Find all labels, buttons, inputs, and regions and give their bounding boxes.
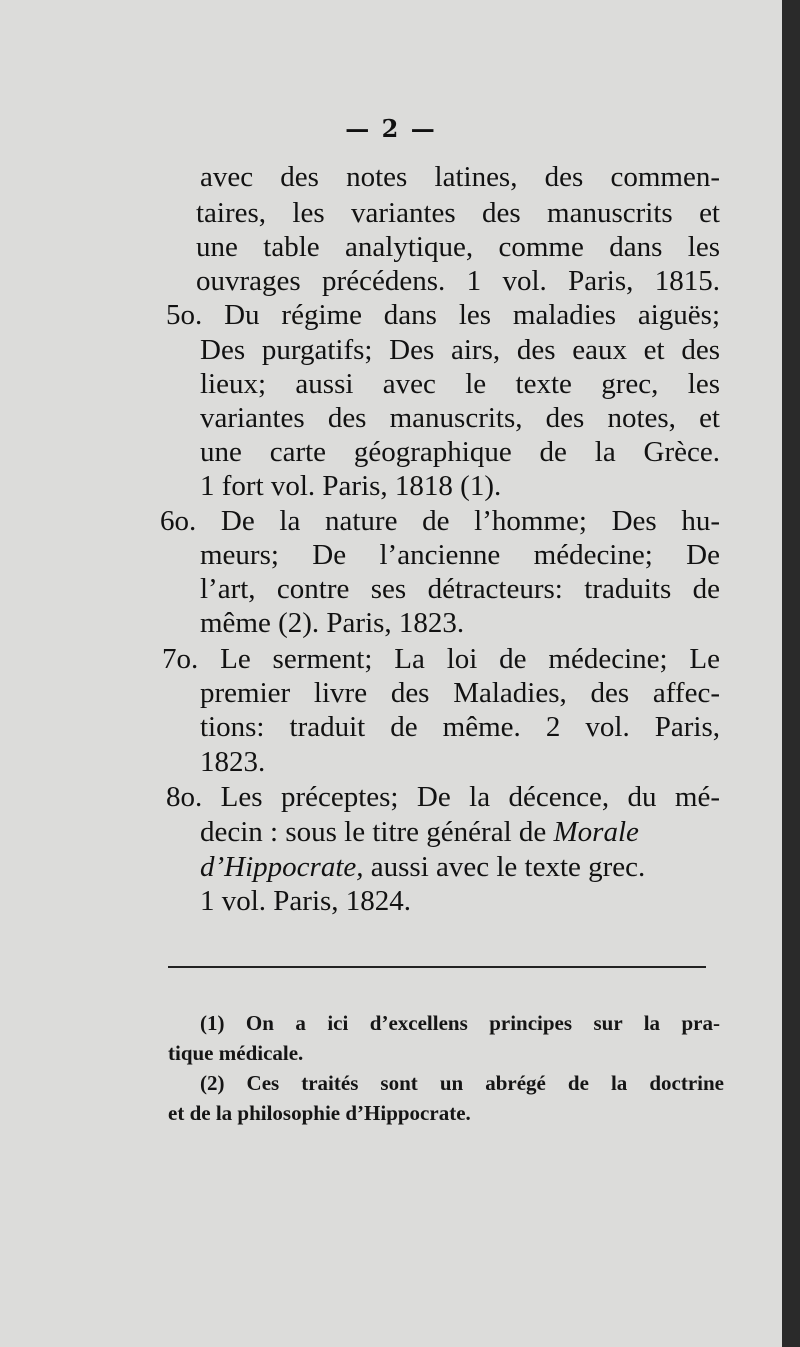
text-line: 1 fort vol. Paris, 1818 (1). (200, 470, 502, 502)
text-run: decin : sous le titre général de (200, 816, 547, 848)
footnote-2: (2) Ces traités sont un abrégé de la doctrine (200, 1071, 724, 1095)
page-number: — 2 — (345, 114, 437, 143)
text-line: une carte géographique de la Grèce. (200, 436, 720, 468)
footnote-divider (168, 966, 706, 968)
list-item-8: 8o. Les préceptes; De la décence, du mé- (166, 781, 720, 813)
text-line: meurs; De l’ancienne médecine; De (200, 539, 720, 571)
text-line: premier livre des Maladies, des affec- (200, 677, 720, 709)
list-item-5: 5o. Du régime dans les maladies aiguës; (166, 299, 720, 331)
text-line: lieux; aussi avec le texte grec, les (200, 368, 720, 400)
text-line: tions: traduit de même. 2 vol. Paris, (200, 711, 720, 743)
text-line: variantes des manuscrits, des notes, et (200, 402, 720, 434)
italic-title: d’Hippocrate, (200, 851, 364, 883)
footnote-1: (1) On a ici d’excellens principes sur la pra- (200, 1011, 720, 1035)
text-line: une table analytique, comme dans les (196, 231, 720, 263)
text-line: même (2). Paris, 1823. (200, 607, 465, 639)
text-line: ouvrages précédens. 1 vol. Paris, 1815. (196, 265, 720, 297)
text-line (200, 815, 639, 849)
list-item-6: 6o. De la nature de l’homme; Des hu- (160, 505, 720, 537)
text-line (200, 850, 645, 884)
footnote-2-continued: et de la philosophie d’Hippocrate. (168, 1101, 471, 1125)
footnote-1-continued: tique médicale. (168, 1041, 304, 1065)
text-line: l’art, contre ses détracteurs: traduits de (200, 573, 720, 605)
text-line: 1 vol. Paris, 1824. (200, 885, 412, 917)
text-line: avec des notes latines, des commen- (200, 161, 720, 193)
text-line: Des purgatifs; Des airs, des eaux et des (200, 334, 720, 366)
text-line: taires, les variantes des manuscrits et (196, 197, 720, 229)
italic-title: Morale (553, 816, 639, 848)
list-item-7: 7o. Le serment; La loi de médecine; Le (162, 643, 720, 675)
text-line: 1823. (200, 746, 266, 778)
text-run: aussi avec le texte grec. (370, 851, 646, 883)
